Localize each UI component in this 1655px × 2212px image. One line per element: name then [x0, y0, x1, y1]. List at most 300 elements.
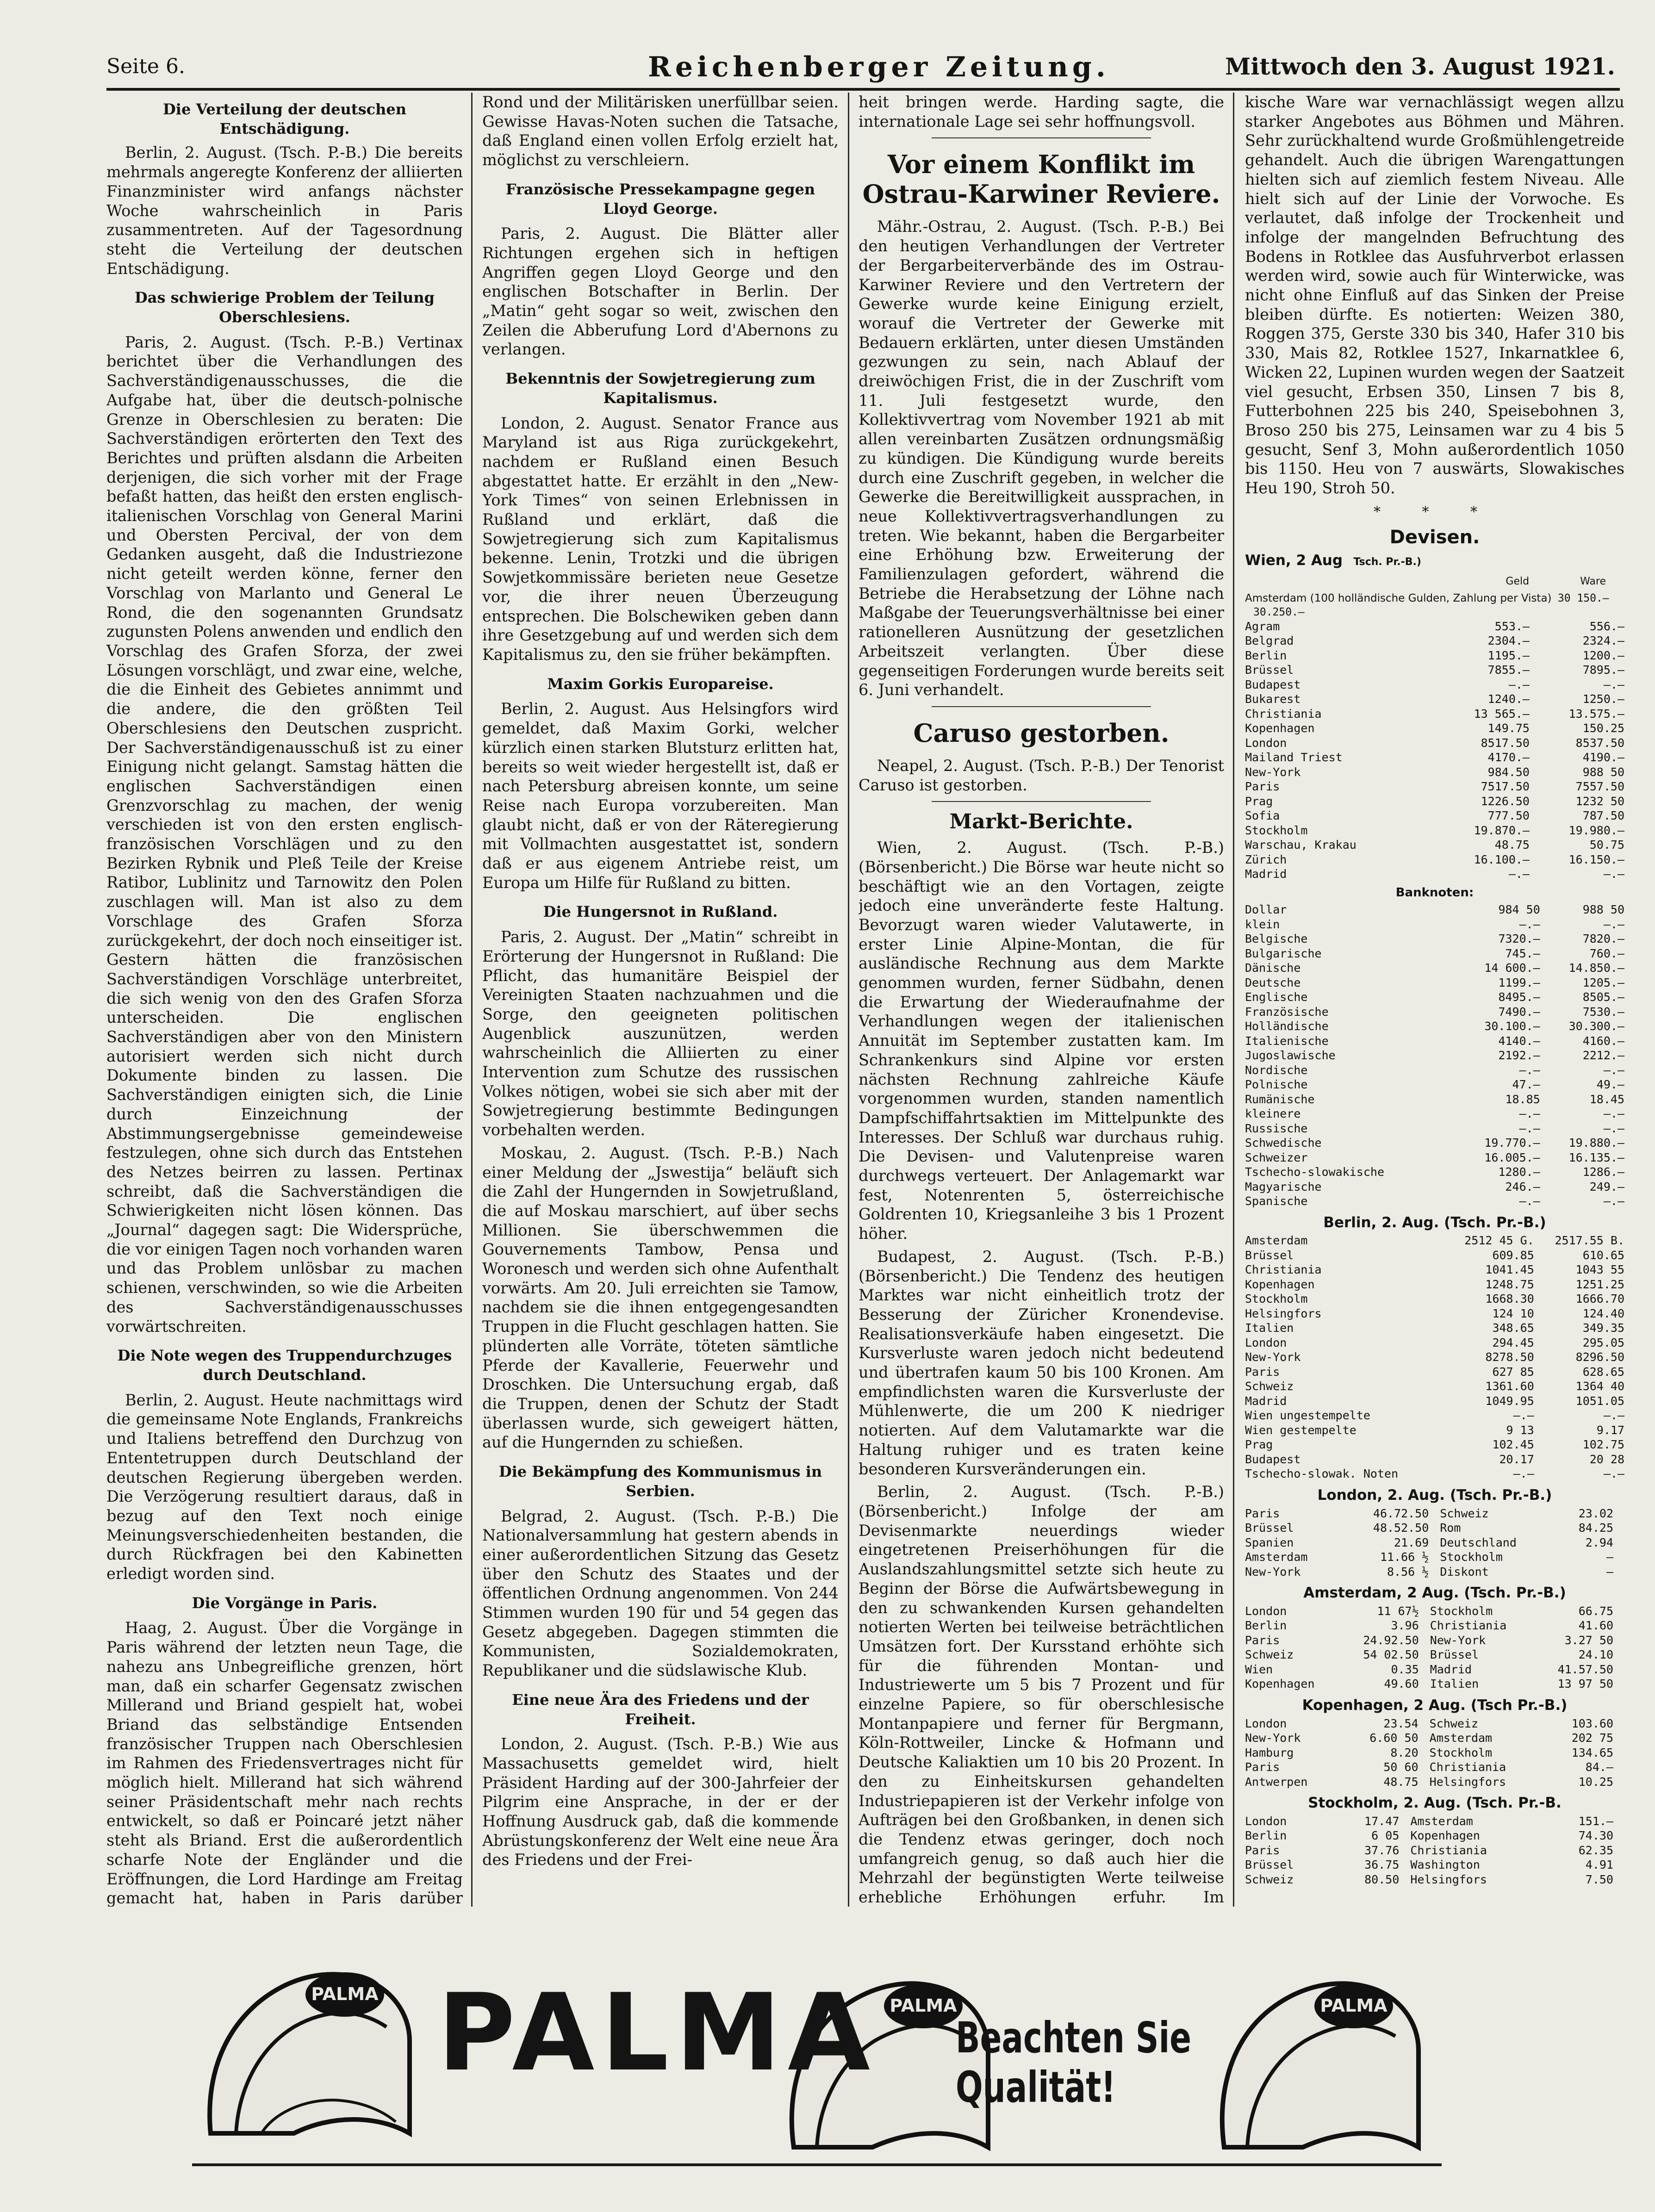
rate-geld: 777.50	[1487, 809, 1530, 823]
rate-geld: 553.—	[1494, 619, 1530, 633]
rate-name: Tschecho-slowakische	[1245, 1165, 1385, 1179]
rate-name: Schweiz	[1429, 1716, 1478, 1730]
page-number: Seite 6.	[106, 55, 185, 78]
rate-name: Italienische	[1245, 1034, 1329, 1048]
rate-geld: 47.—	[1512, 1078, 1540, 1092]
rate-row	[1245, 1858, 1624, 1872]
article-heading: Die Note wegen des Truppendurchzuges durch Deutschland.	[117, 1347, 452, 1384]
rate-name: Sofia	[1245, 809, 1280, 823]
rate-row	[1245, 1408, 1624, 1423]
separator	[932, 137, 1151, 138]
rate-name: Rumänische	[1245, 1092, 1315, 1106]
rate-geld: 1049.95	[1485, 1394, 1534, 1408]
column-1	[106, 93, 463, 1907]
rate-geld: 984 50	[1498, 903, 1540, 917]
rate-name: Paris	[1245, 1633, 1280, 1647]
rate-row	[1245, 1872, 1624, 1887]
rate-ware: 1251.25	[1575, 1277, 1624, 1291]
rate-value: 62.35	[1578, 1843, 1613, 1857]
wien-subtitle: Tsch. Pr.-B.)	[1353, 556, 1421, 568]
rate-value: 84.—	[1585, 1760, 1613, 1774]
rate-value: 74.30	[1578, 1829, 1613, 1843]
rate-value: 24.10	[1578, 1648, 1613, 1662]
rate-ware: 556.—	[1589, 619, 1624, 633]
rate-ware: 760.—	[1589, 946, 1624, 960]
rate-row	[1245, 1248, 1624, 1263]
left-shoe-heel-icon	[210, 1972, 410, 2133]
rate-name: London	[1245, 736, 1287, 750]
palma-advertisement	[192, 1916, 1442, 2170]
amsterdam-row	[1245, 591, 1624, 619]
stockholm-title: Stockholm, 2. Aug. (Tsch. Pr.-B.	[1308, 1795, 1562, 1812]
rate-ware: 1364 40	[1575, 1379, 1624, 1393]
amsterdam-geld: 30 150.—	[1557, 592, 1609, 604]
rate-row	[1245, 1365, 1624, 1379]
rate-row	[1245, 1292, 1624, 1306]
rate-geld: 7855.—	[1487, 663, 1530, 677]
wien-title: Wien, 2 Aug	[1245, 552, 1343, 569]
rate-ware: 2212.—	[1582, 1049, 1624, 1063]
rate-row	[1245, 946, 1624, 961]
rate-geld: 30.100.—	[1484, 1019, 1540, 1033]
rate-name: Bulgarische	[1245, 946, 1322, 960]
rate-name: Warschau, Krakau	[1245, 838, 1356, 852]
rate-name: Amsterdam	[1245, 1550, 1308, 1564]
rate-name: Italien	[1430, 1677, 1479, 1691]
rate-name: Dänische	[1245, 961, 1301, 975]
advertisement-rule	[192, 2163, 1442, 2166]
rate-name: kleinere	[1245, 1107, 1301, 1121]
rate-row	[1245, 1814, 1624, 1829]
rate-name: Helsingfors	[1245, 1306, 1322, 1320]
center-heel-label: PALMA	[890, 1995, 957, 2016]
rate-name: New-York	[1245, 1565, 1301, 1578]
rate-ware: 4190.—	[1582, 751, 1624, 764]
rate-name: Schweiz	[1245, 1379, 1294, 1393]
rate-ware: —.—	[1603, 917, 1624, 931]
rate-geld: 2512 45 G.	[1464, 1234, 1534, 1248]
berlin-title: Berlin, 2. Aug. (Tsch. Pr.-B.)	[1323, 1214, 1546, 1231]
rate-row	[1245, 1194, 1624, 1209]
rate-value: 3.96	[1391, 1619, 1419, 1633]
rate-name: Zürich	[1245, 852, 1287, 866]
rate-value: 103.60	[1571, 1716, 1613, 1730]
rate-geld: 1199.—	[1498, 976, 1540, 989]
right-heel-label: PALMA	[1320, 1995, 1387, 2016]
rate-name: Washington	[1410, 1858, 1480, 1872]
rate-row	[1245, 707, 1624, 721]
rate-ware: 150.25	[1582, 721, 1624, 735]
rate-name: Belgrad	[1245, 634, 1294, 648]
rate-name: Italien	[1245, 1321, 1294, 1335]
rate-value: 10.25	[1578, 1775, 1613, 1789]
rate-row	[1245, 1662, 1624, 1677]
rate-row	[1245, 1647, 1624, 1662]
rate-name: Brüssel	[1245, 1858, 1294, 1872]
rate-row	[1245, 1760, 1624, 1775]
rate-value: 7.50	[1585, 1872, 1613, 1886]
rate-name: Bukarest	[1245, 692, 1301, 706]
rate-ware: —.—	[1603, 1063, 1624, 1077]
rate-ware: 9.17	[1596, 1423, 1624, 1437]
rate-row	[1245, 1633, 1624, 1648]
rate-name: Kopenhagen	[1245, 721, 1315, 735]
rate-geld: 102.45	[1492, 1438, 1534, 1452]
rate-ware: 16.135.—	[1568, 1150, 1624, 1164]
rate-value: 4.91	[1585, 1858, 1613, 1872]
rate-row	[1245, 1452, 1624, 1467]
article-heading: Die Bekämpfung des Kommunismus in Serbien.	[498, 1463, 822, 1500]
rate-name: Christiania	[1430, 1619, 1507, 1633]
article-text: Rond und der Militärisken unerfüllbar seien. Gewisse Havas-Noten suchen die Tatsache, daß England einen vollen Erfolg erzielt hat, möglichst zu verschleiern.	[482, 93, 839, 169]
rate-value: 0.35	[1391, 1662, 1419, 1676]
column-4	[1245, 93, 1624, 1907]
rate-row	[1245, 663, 1624, 677]
rate-value: 11.66 ½	[1380, 1550, 1429, 1564]
article-heading: Maxim Gorkis Europareise.	[547, 675, 774, 693]
rate-ware: 1205.—	[1582, 976, 1624, 989]
rate-name: Paris	[1245, 1843, 1280, 1857]
berlin-rates-table	[1245, 1233, 1624, 1481]
rate-ware: 18.45	[1589, 1092, 1624, 1106]
rate-name: Christiania	[1410, 1843, 1487, 1857]
rate-ware: —.—	[1603, 1107, 1624, 1121]
article-text: Berlin, 2. August. Heute nachmittags wird die gemeinsame Note Englands, Frankreichs und Italiens betreffend den Durchzug von Ententetruppen durch Deutschland der deutschen Regierung übergeben werden. Die Verzögerung resultiert daraus, daß in bezug auf den Text noch einige Meinungsverschiedenheiten bestanden, die durch Rückfragen bei den Kabinetten erledigt worden sind.	[106, 1391, 463, 1583]
amsterdam-rates-table	[1245, 1604, 1624, 1691]
rate-name: New-York	[1245, 765, 1301, 779]
rate-geld: 627 85	[1492, 1365, 1534, 1379]
stockholm-rates-table	[1245, 1814, 1624, 1887]
rate-name: Agram	[1245, 619, 1280, 633]
rate-ware: 2517.55 B.	[1555, 1234, 1624, 1248]
rate-geld: 294.45	[1492, 1336, 1534, 1349]
rate-row	[1245, 917, 1624, 932]
rate-name: klein	[1245, 917, 1280, 931]
column-divider	[1233, 93, 1234, 1907]
rate-name: Amsterdam	[1410, 1814, 1473, 1828]
rate-row	[1245, 1063, 1624, 1078]
rate-ware: —.—	[1603, 1409, 1624, 1423]
rate-row	[1245, 1506, 1624, 1521]
rate-name: Dollar	[1245, 903, 1287, 917]
rate-row	[1245, 1165, 1624, 1180]
rate-value: 37.76	[1364, 1843, 1400, 1857]
rate-name: Schweiz	[1245, 1648, 1294, 1662]
article-headline: Caruso gestorben.	[913, 718, 1170, 748]
rate-geld: —.—	[1513, 1467, 1534, 1481]
rate-value: 24.92.50	[1363, 1633, 1419, 1647]
rate-row	[1245, 721, 1624, 736]
rate-geld: 1361.60	[1485, 1379, 1534, 1393]
rate-value: 202 75	[1571, 1731, 1613, 1745]
rate-name: Paris	[1245, 1506, 1280, 1520]
rate-row	[1245, 1775, 1624, 1789]
rate-name: Schweiz	[1440, 1506, 1489, 1520]
rate-geld: 1248.75	[1485, 1277, 1534, 1291]
rate-value: 151.—	[1578, 1814, 1613, 1828]
rate-name: Schweiz	[1245, 1872, 1294, 1886]
rate-ware: 19.880.—	[1568, 1136, 1624, 1150]
rate-row	[1245, 1466, 1624, 1481]
advertisement-slogan: Beachten Sie Qualität!	[956, 2013, 1192, 2112]
rate-value: 41.57.50	[1557, 1662, 1613, 1676]
rate-ware: 628.65	[1582, 1365, 1624, 1379]
amsterdam-ware: 30.250.—	[1253, 606, 1305, 618]
rate-geld: 8278.50	[1485, 1350, 1534, 1364]
rate-name: Rom	[1440, 1521, 1461, 1535]
rate-ware: 988 50	[1582, 765, 1624, 779]
rate-ware: 1051.05	[1575, 1394, 1624, 1408]
rate-name: London	[1245, 1336, 1287, 1349]
rate-value: 17.47	[1364, 1814, 1400, 1828]
rate-value: 11 67½	[1377, 1604, 1419, 1618]
article-text: Paris, 2. August. Der „Matin“ schreibt in Erörterung der Hungersnot in Rußland: Die Pflicht, das humanitäre Beispiel der Vereinigten Staaten nachzuahmen und die Sorge, den geeigneten politischen Augenblick auszunützen, werden wahrscheinlich die Alliierten zu einer Intervention zum Schutze des russischen Volkes nötigen, wobei sie sich aber mit der Sowjetregierung bestimmte Bedingungen vorbehalten werden.	[482, 928, 839, 1139]
rate-name: Brüssel	[1245, 1521, 1294, 1535]
rate-ware: 1250.—	[1582, 692, 1624, 706]
rate-row	[1245, 1716, 1624, 1731]
rate-ware: —.—	[1603, 1467, 1624, 1481]
rate-geld: 4140.—	[1498, 1034, 1540, 1048]
rate-name: Schweizer	[1245, 1150, 1308, 1164]
rate-row	[1245, 1423, 1624, 1438]
rate-row	[1245, 976, 1624, 990]
rate-name: Magyarische	[1245, 1180, 1322, 1193]
rate-geld: —.—	[1519, 917, 1540, 931]
rate-row	[1245, 1731, 1624, 1746]
rate-geld: 984.50	[1487, 765, 1530, 779]
rate-geld: 7517.50	[1481, 780, 1530, 794]
rate-row	[1245, 1350, 1624, 1365]
rate-geld: 124 10	[1492, 1306, 1534, 1320]
rate-ware: 8505.—	[1582, 990, 1624, 1004]
rate-row	[1245, 677, 1624, 692]
rate-name: Berlin	[1245, 1829, 1287, 1843]
rate-value: 66.75	[1578, 1604, 1613, 1618]
rate-row	[1245, 1034, 1624, 1049]
rate-geld: —.—	[1519, 1194, 1540, 1208]
rate-ware: 1043 55	[1575, 1263, 1624, 1277]
rate-row	[1245, 692, 1624, 707]
rate-row	[1245, 1262, 1624, 1277]
rate-geld: 149.75	[1487, 721, 1530, 735]
rate-ware: 1200.—	[1582, 648, 1624, 662]
rate-name: Kopenhagen	[1245, 1677, 1315, 1691]
rate-value: 8.20	[1390, 1746, 1419, 1759]
rate-row	[1245, 736, 1624, 751]
rate-row	[1245, 1565, 1624, 1579]
rate-ware: 988 50	[1582, 903, 1624, 917]
rate-row	[1245, 1306, 1624, 1321]
rate-row	[1245, 932, 1624, 946]
rate-row	[1245, 1233, 1624, 1248]
rate-value: 80.50	[1364, 1872, 1400, 1886]
banknoten-label: Banknoten:	[1395, 885, 1474, 900]
rate-ware: 295.05	[1582, 1336, 1624, 1349]
column-3	[859, 93, 1224, 1907]
rate-name: Stockholm	[1245, 823, 1308, 837]
rate-name: Madrid	[1245, 867, 1287, 881]
rate-row	[1245, 1336, 1624, 1350]
rate-name: Schwedische	[1245, 1136, 1322, 1150]
rate-geld: 19.870.—	[1474, 823, 1530, 837]
rate-ware: 19.980.—	[1568, 823, 1624, 837]
rate-geld: 246.—	[1505, 1180, 1540, 1193]
rate-value: 134.65	[1571, 1746, 1613, 1759]
rate-value: 23.54	[1383, 1716, 1419, 1730]
wien-rates-table	[1245, 619, 1624, 882]
rate-row	[1245, 1150, 1624, 1165]
rate-name: Kopenhagen	[1410, 1829, 1480, 1843]
rate-name: Stockholm	[1430, 1604, 1493, 1618]
rate-name: Französische	[1245, 1005, 1329, 1019]
article-text: kische Ware war vernachlässigt wegen allzu starker Angebotes aus Böhmen und Mähren. Sehr zurückhaltend wurde Großmühlengetreide gehandelt. Auch die übrigen Warengattungen hielten sich auf ziemlich festem Niveau. Alle hielt sich auf der Linie der Vorwoche. Es verlautet, daß infolge der Trockenheit und infolge der mangelnden Befruchtung des Bodens in Rotklee das Ausfuhrverbot erlassen werden wird, sowie auch für Winterwicke, was nicht ohne Einfluß auf das Sinken der Preise bleiben dürfte. Es notierten: Weizen 380, Roggen 375, Gerste 330 bis 340, Hafer 310 bis 330, Mais 82, Rotklee 1527, Inkarnatklee 6, Wicken 22, Lupinen wurden wegen der Saatzeit viel gesucht, Erbsen 350, Linsen 7 bis 8, Futterbohnen 225 bis 240, Speisebohnen 3, Broso 250 bis 275, Leinsamen war zu 4 bis 5 gesucht, Senf 3, Mohn außerordentlich 1050 bis 1150. Heu von 7 auswärts, Slowakisches Heu 190, Stroh 50.	[1245, 93, 1624, 497]
rate-name: Hamburg	[1245, 1746, 1294, 1759]
rate-name: Englische	[1245, 990, 1308, 1004]
rate-ware: 14.850.—	[1568, 961, 1624, 975]
rate-name: New-York	[1245, 1350, 1301, 1364]
rate-row	[1245, 1106, 1624, 1121]
rate-row	[1245, 838, 1624, 852]
rate-name: Helsingfors	[1429, 1775, 1506, 1789]
wien-header	[1245, 551, 1624, 572]
rate-name: Spanien	[1245, 1535, 1294, 1549]
rate-row	[1245, 779, 1624, 794]
rate-name: Brüssel	[1245, 663, 1294, 677]
newspaper-title: Reichenberger Zeitung.	[648, 51, 1110, 83]
article-text: London, 2. August. (Tsch. P.-B.) Wie aus Massachusetts gemeldet wird, hielt Präsident Harding auf der 300-Jahrfeier der Pilgrim eine Ansprache, in der er der Hoffnung Ausdruck gab, daß die kommende Abrüstungskonferenz der Welt eine neue Ära des Friedens und der Frei-	[482, 1735, 839, 1869]
article-heading: Das schwierige Problem der Teilung Oberschlesiens.	[135, 289, 435, 326]
amsterdam-title: Amsterdam, 2 Aug. (Tsch. Pr.-B.)	[1303, 1584, 1566, 1602]
rate-geld: 16.100.—	[1474, 852, 1530, 866]
star-separator: * * *	[1373, 503, 1496, 520]
rate-row	[1245, 634, 1624, 648]
kopenhagen-rates-table	[1245, 1716, 1624, 1789]
rate-name: Berlin	[1245, 1619, 1287, 1633]
rate-row	[1245, 1048, 1624, 1063]
rate-geld: 7320.—	[1498, 932, 1540, 946]
rate-geld: 19.770.—	[1484, 1136, 1540, 1150]
palma-brand: PALMA	[437, 1971, 877, 2095]
rate-name: Christiania	[1245, 1263, 1322, 1277]
rate-ware: 7530.—	[1582, 1005, 1624, 1019]
rate-value: 8.56 ½	[1387, 1565, 1429, 1578]
rate-geld: 8495.—	[1498, 990, 1540, 1004]
rate-name: Budapest	[1245, 677, 1301, 691]
article-text: Neapel, 2. August. (Tsch. P.-B.) Der Tenorist Caruso ist gestorben.	[859, 756, 1224, 794]
section-headline: Markt-Berichte.	[949, 810, 1133, 834]
rate-row	[1245, 1379, 1624, 1394]
article-text: Berlin, 2. August. Aus Helsingfors wird gemeldet, daß Maxim Gorki, welcher kürzlich einen starken Blutsturz erlitten hat, bereits so weit wieder hergestellt ist, daß er nach Petersburg abreisen konnte, um seine Reise nach Europa vorzubereiten. Man glaubt nicht, daß er von der Räteregierung mit Vollmachten ausgestattet ist, sondern daß er aus eigenem Antriebe reist, um Europa um Hilfe für Rußland zu bitten.	[482, 700, 839, 892]
rate-row	[1245, 1618, 1624, 1633]
separator	[932, 706, 1151, 707]
rate-row	[1245, 1828, 1624, 1843]
rate-name: Madrid	[1430, 1662, 1472, 1676]
rate-geld: 7490.—	[1498, 1005, 1540, 1019]
rate-ware: 8296.50	[1575, 1350, 1624, 1364]
rate-row	[1245, 1604, 1624, 1619]
rate-ware: 1286.—	[1582, 1165, 1624, 1179]
article-text: London, 2. August. Senator France aus Maryland ist aus Riga zurückgekehrt, nachdem er Rußland einen Besuch abgestattet hatte. Er erzählt in den „New-York Times“ von seinen Erlebnissen in Rußland und erklärt, daß die Sowjetregierung sich zum Kapitalismus bekenne. Lenin, Trotzki und die übrigen Sowjetkommissäre berieten neue Gesetze vor, die ihrer neuen Überzeugung entsprechen. Die Bolschewiken geben dann ihre Gesetzgebung auf und werden sich dem Kapitalismus zu, den sie früher bekämpften.	[482, 414, 839, 664]
rate-name: Kopenhagen	[1245, 1277, 1315, 1291]
rate-name: Spanische	[1245, 1194, 1308, 1208]
rate-name: Madrid	[1245, 1394, 1287, 1408]
rate-value: 2.94	[1585, 1535, 1613, 1549]
rate-geld: 20.17	[1499, 1452, 1534, 1466]
rate-geld: 13 565.—	[1474, 707, 1530, 721]
rate-name: London	[1245, 1604, 1287, 1618]
rate-geld: 609.85	[1492, 1248, 1534, 1262]
rate-row	[1245, 1121, 1624, 1136]
rate-ware: —.—	[1603, 1121, 1624, 1135]
rate-name: Paris	[1245, 780, 1280, 794]
rate-ware: 2324.—	[1582, 634, 1624, 648]
rate-name: Polnische	[1245, 1078, 1308, 1092]
article-heading: Die Verteilung der deutschen Entschädigung.	[163, 100, 406, 137]
rate-geld: 1041.45	[1485, 1263, 1534, 1277]
rate-row	[1245, 990, 1624, 1005]
rate-name: London	[1245, 1716, 1287, 1730]
rate-ware: 8537.50	[1575, 736, 1624, 750]
rate-ware: 7557.50	[1575, 780, 1624, 794]
rate-row	[1245, 1437, 1624, 1452]
rate-ware: 124.40	[1582, 1306, 1624, 1320]
rate-name: Deutsche	[1245, 976, 1301, 989]
rate-value: —	[1606, 1550, 1613, 1564]
rate-ware: 610.65	[1582, 1248, 1624, 1262]
rate-name: Christiania	[1429, 1760, 1506, 1774]
rate-geld: 1195.—	[1487, 648, 1530, 662]
london-title: London, 2. Aug. (Tsch. Pr.-B.)	[1317, 1486, 1552, 1504]
rate-row	[1245, 1005, 1624, 1019]
rate-name: Stockholm	[1429, 1746, 1493, 1759]
column-2	[482, 93, 839, 1907]
section-headline: Devisen.	[1389, 527, 1480, 548]
rate-value: 48.52.50	[1373, 1521, 1429, 1535]
rate-row	[1245, 808, 1624, 823]
rate-ware: 49.—	[1596, 1078, 1624, 1092]
rate-ware: 50.75	[1589, 838, 1624, 852]
rate-name: Deutschland	[1440, 1535, 1517, 1549]
rate-geld: —.—	[1508, 867, 1530, 881]
rate-value: 3.27 50	[1564, 1633, 1613, 1647]
rate-geld: 8517.50	[1481, 736, 1530, 750]
rate-row	[1245, 1550, 1624, 1565]
rate-name: Russische	[1245, 1121, 1308, 1135]
rate-ware: 787.50	[1582, 809, 1624, 823]
rate-name: New-York	[1430, 1633, 1486, 1647]
rate-row	[1245, 648, 1624, 663]
rate-value: 41.60	[1578, 1619, 1613, 1633]
rate-row	[1245, 852, 1624, 867]
rate-geld: 1280.—	[1498, 1165, 1540, 1179]
rate-geld: —.—	[1519, 1063, 1540, 1077]
rate-name: Amsterdam	[1429, 1731, 1493, 1745]
rate-geld: 348.65	[1492, 1321, 1534, 1335]
rate-name: Helsingfors	[1410, 1872, 1487, 1886]
rate-name: Brüssel	[1245, 1248, 1294, 1262]
rate-geld: 2192.—	[1498, 1049, 1540, 1063]
rate-geld: —.—	[1519, 1107, 1540, 1121]
rate-value: 54 02.50	[1363, 1648, 1419, 1662]
rate-geld: 48.75	[1494, 838, 1530, 852]
rate-name: Wien gestempelte	[1245, 1423, 1356, 1437]
rate-name: Paris	[1245, 1760, 1280, 1774]
rate-name: Jugoslawische	[1245, 1049, 1336, 1063]
geld-label: Geld	[1506, 575, 1530, 587]
rate-name: Belgische	[1245, 932, 1308, 946]
rate-ware: —.—	[1603, 1194, 1624, 1208]
rate-row	[1245, 619, 1624, 634]
